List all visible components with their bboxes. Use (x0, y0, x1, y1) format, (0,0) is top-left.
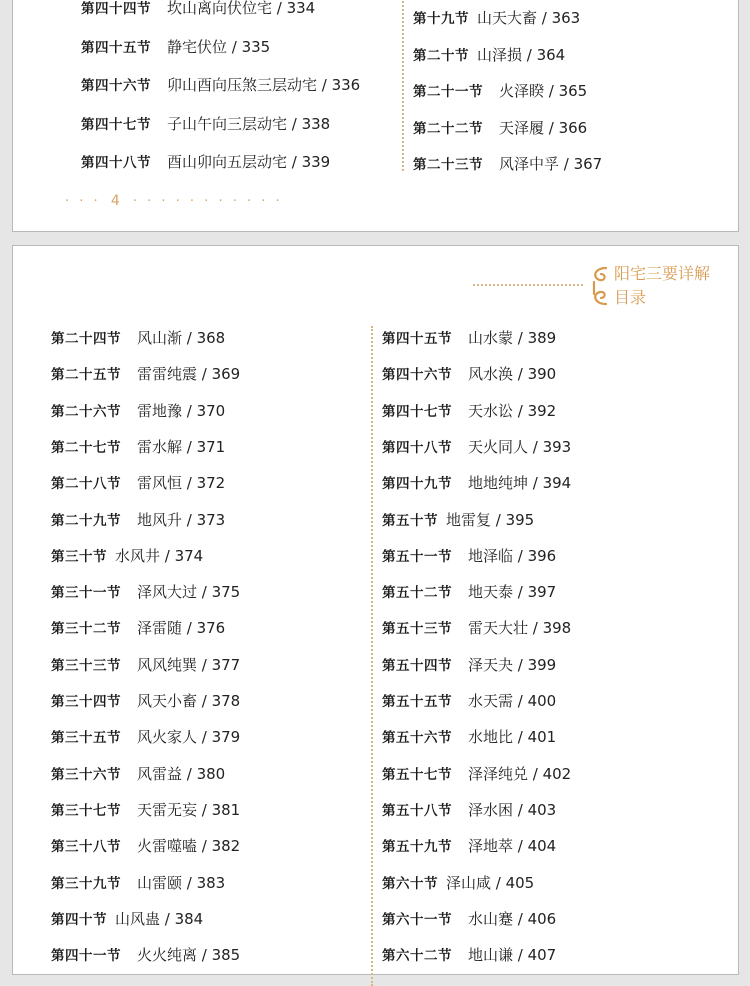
toc-entry (51, 546, 203, 566)
section-title: 水山蹇 / 406 (468, 909, 557, 928)
section-title: 坎山离向伏位宅 / 334 (167, 0, 316, 17)
toc-entry (382, 582, 556, 602)
section-title: 泽天夬 / 399 (468, 655, 557, 674)
section-title: 泽地萃 / 404 (468, 837, 557, 856)
section-number: 第二十八节 (51, 476, 121, 493)
toc-entry (382, 909, 556, 929)
section-number: 第二十七节 (51, 439, 121, 456)
toc-entry (382, 727, 556, 747)
toc-page (12, 245, 739, 975)
section-title: 泽风大过 / 375 (137, 583, 241, 602)
section-number: 第五十九节 (382, 839, 452, 856)
section-number: 第三十四节 (51, 694, 121, 710)
section-title: 山风蛊 / 384 (115, 909, 204, 928)
section-number: 第四十六节 (382, 367, 452, 384)
section-title: 风水涣 / 390 (468, 365, 557, 384)
section-number: 第十九节 (413, 11, 469, 27)
section-title: 地山谦 / 407 (468, 946, 557, 965)
section-number: 第三十五节 (51, 730, 121, 747)
section-number: 第三十节 (51, 548, 107, 565)
section-title: 地雷复 / 395 (446, 510, 535, 529)
section-title: 水地比 / 401 (468, 728, 557, 747)
toc-entry (382, 401, 556, 421)
section-title: 风火家人 / 379 (137, 728, 241, 747)
section-number: 第二十四节 (51, 331, 121, 347)
section-title: 酉山卯向五层动宅 / 339 (167, 153, 331, 171)
section-number: 第四十六节 (81, 78, 151, 94)
page-number-row (65, 192, 283, 211)
section-title: 地风升 / 373 (137, 510, 226, 529)
section-title: 卯山酉向压煞三层动宅 / 336 (167, 76, 361, 94)
section-number: 第二十五节 (51, 367, 121, 384)
page-number: 4 (110, 193, 123, 209)
toc-entry (382, 800, 556, 820)
section-title: 静宅伏位 / 335 (167, 37, 271, 56)
section-number: 第二十一节 (413, 84, 483, 100)
section-title: 风风纯巽 / 377 (137, 655, 241, 674)
toc-entry (81, 75, 360, 95)
toc-entry (51, 764, 225, 784)
section-number: 第四十一节 (51, 948, 121, 965)
section-number: 第五十节 (382, 512, 438, 529)
section-title: 山天大畜 / 363 (477, 9, 581, 27)
toc-entry (51, 328, 225, 348)
previous-page (12, 0, 739, 232)
column-divider (402, 1, 404, 171)
toc-entry (51, 909, 203, 929)
scroll-ornament-icon (586, 264, 612, 308)
toc-entry (382, 473, 571, 493)
section-title: 山水蒙 / 389 (468, 329, 557, 347)
section-title: 泽泽纯兑 / 402 (468, 764, 572, 783)
section-title: 水风井 / 374 (115, 546, 204, 565)
section-title: 天火同人 / 393 (468, 437, 572, 456)
toc-entry (413, 8, 580, 28)
toc-entry (51, 836, 240, 856)
toc-entry (413, 45, 565, 65)
toc-entry (382, 328, 556, 348)
column-divider (371, 326, 373, 986)
section-title: 雷水解 / 371 (137, 437, 226, 456)
toc-entry (51, 401, 225, 421)
section-number: 第二十二节 (413, 120, 483, 137)
toc-entry (81, 152, 330, 172)
section-number: 第三十八节 (51, 839, 121, 856)
section-title: 风山渐 / 368 (137, 329, 226, 347)
toc-entry (413, 118, 587, 138)
section-title: 天泽履 / 366 (499, 118, 588, 137)
toc-entry (51, 873, 225, 893)
toc-entry (51, 364, 240, 384)
section-number: 第五十四节 (382, 657, 452, 674)
toc-entry (51, 582, 240, 602)
toc-entry (51, 473, 225, 493)
toc-entry (413, 154, 602, 174)
section-number: 第三十一节 (51, 585, 121, 602)
section-title: 天水讼 / 392 (468, 401, 557, 420)
section-number: 第四十五节 (81, 39, 151, 56)
section-number: 第三十三节 (51, 657, 121, 674)
section-title: 风天小畜 / 378 (137, 692, 241, 710)
toc-entry (382, 691, 556, 711)
section-number: 第四十七节 (81, 116, 151, 133)
section-number: 第四十四节 (81, 1, 151, 17)
section-number: 第五十六节 (382, 730, 452, 747)
section-number: 第五十七节 (382, 766, 452, 783)
section-title: 山泽损 / 364 (477, 45, 566, 64)
toc-entry (51, 800, 240, 820)
toc-entry (382, 546, 556, 566)
toc-entry (382, 836, 556, 856)
dots-after: · · · · · · · · · · · (132, 194, 283, 209)
dots-before: · · · (65, 194, 101, 209)
section-number: 第五十一节 (382, 548, 452, 565)
section-title: 泽雷随 / 376 (137, 619, 226, 638)
section-title: 火雷噬嗑 / 382 (137, 837, 241, 856)
section-title: 雷天大壮 / 398 (468, 619, 572, 638)
section-title: 水天需 / 400 (468, 692, 557, 710)
toc-entry (382, 437, 571, 457)
section-number: 第三十九节 (51, 875, 121, 892)
toc-entry (51, 945, 240, 965)
section-number: 第五十八节 (382, 802, 452, 819)
section-title: 地地纯坤 / 394 (468, 474, 572, 493)
section-number: 第四十节 (51, 911, 107, 928)
section-title: 雷风恒 / 372 (137, 474, 226, 493)
section-title: 山雷颐 / 383 (137, 873, 226, 892)
toc-entry (382, 873, 534, 893)
section-title: 子山午向三层动宅 / 338 (167, 114, 331, 133)
section-number: 第三十二节 (51, 621, 121, 638)
section-number: 第五十二节 (382, 585, 452, 602)
toc-entry (81, 0, 315, 18)
toc-entry (382, 618, 571, 638)
section-number: 第二十九节 (51, 512, 121, 529)
running-header (614, 262, 710, 310)
section-title: 风雷益 / 380 (137, 764, 226, 783)
book-title: 阳宅三要详解 (614, 264, 711, 283)
toc-entry (382, 764, 571, 784)
section-number: 第四十五节 (382, 331, 452, 347)
section-number: 第六十节 (382, 875, 438, 892)
section-title: 地天泰 / 397 (468, 583, 557, 602)
section-number: 第五十三节 (382, 621, 452, 638)
section-title: 雷雷纯震 / 369 (137, 365, 241, 384)
toc-entry (413, 81, 587, 101)
toc-entry (51, 618, 225, 638)
section-title: 泽水困 / 403 (468, 800, 557, 819)
toc-entry (51, 655, 240, 675)
section-number: 第四十九节 (382, 476, 452, 493)
toc-entry (382, 945, 556, 965)
section-title: 火泽睽 / 365 (499, 82, 588, 100)
toc-entry (51, 691, 240, 711)
toc-entry (81, 37, 270, 57)
header-dotted-rule (473, 284, 583, 286)
toc-entry (382, 510, 534, 530)
section-number: 第二十三节 (413, 157, 483, 173)
section-number: 第三十六节 (51, 766, 121, 783)
section-number: 第六十一节 (382, 911, 452, 928)
section-number: 第四十八节 (81, 155, 151, 171)
section-title: 火火纯离 / 385 (137, 946, 241, 965)
section-title: 天雷无妄 / 381 (137, 800, 241, 819)
section-number: 第二十六节 (51, 403, 121, 420)
toc-entry (51, 727, 240, 747)
toc-entry (382, 655, 556, 675)
toc-entry (81, 114, 330, 134)
section-title: 地泽临 / 396 (468, 546, 557, 565)
section-title: 风泽中孚 / 367 (499, 155, 603, 173)
section-number: 第四十七节 (382, 403, 452, 420)
toc-entry (51, 510, 225, 530)
section-title: 泽山咸 / 405 (446, 873, 535, 892)
chapter-title: 目录 (614, 288, 647, 307)
section-number: 第四十八节 (382, 439, 452, 456)
section-number: 第五十五节 (382, 694, 452, 710)
toc-entry (51, 437, 225, 457)
section-number: 第六十二节 (382, 948, 452, 965)
section-title: 雷地豫 / 370 (137, 401, 226, 420)
toc-entry (382, 364, 556, 384)
section-number: 第三十七节 (51, 802, 121, 819)
section-number: 第二十节 (413, 47, 469, 64)
